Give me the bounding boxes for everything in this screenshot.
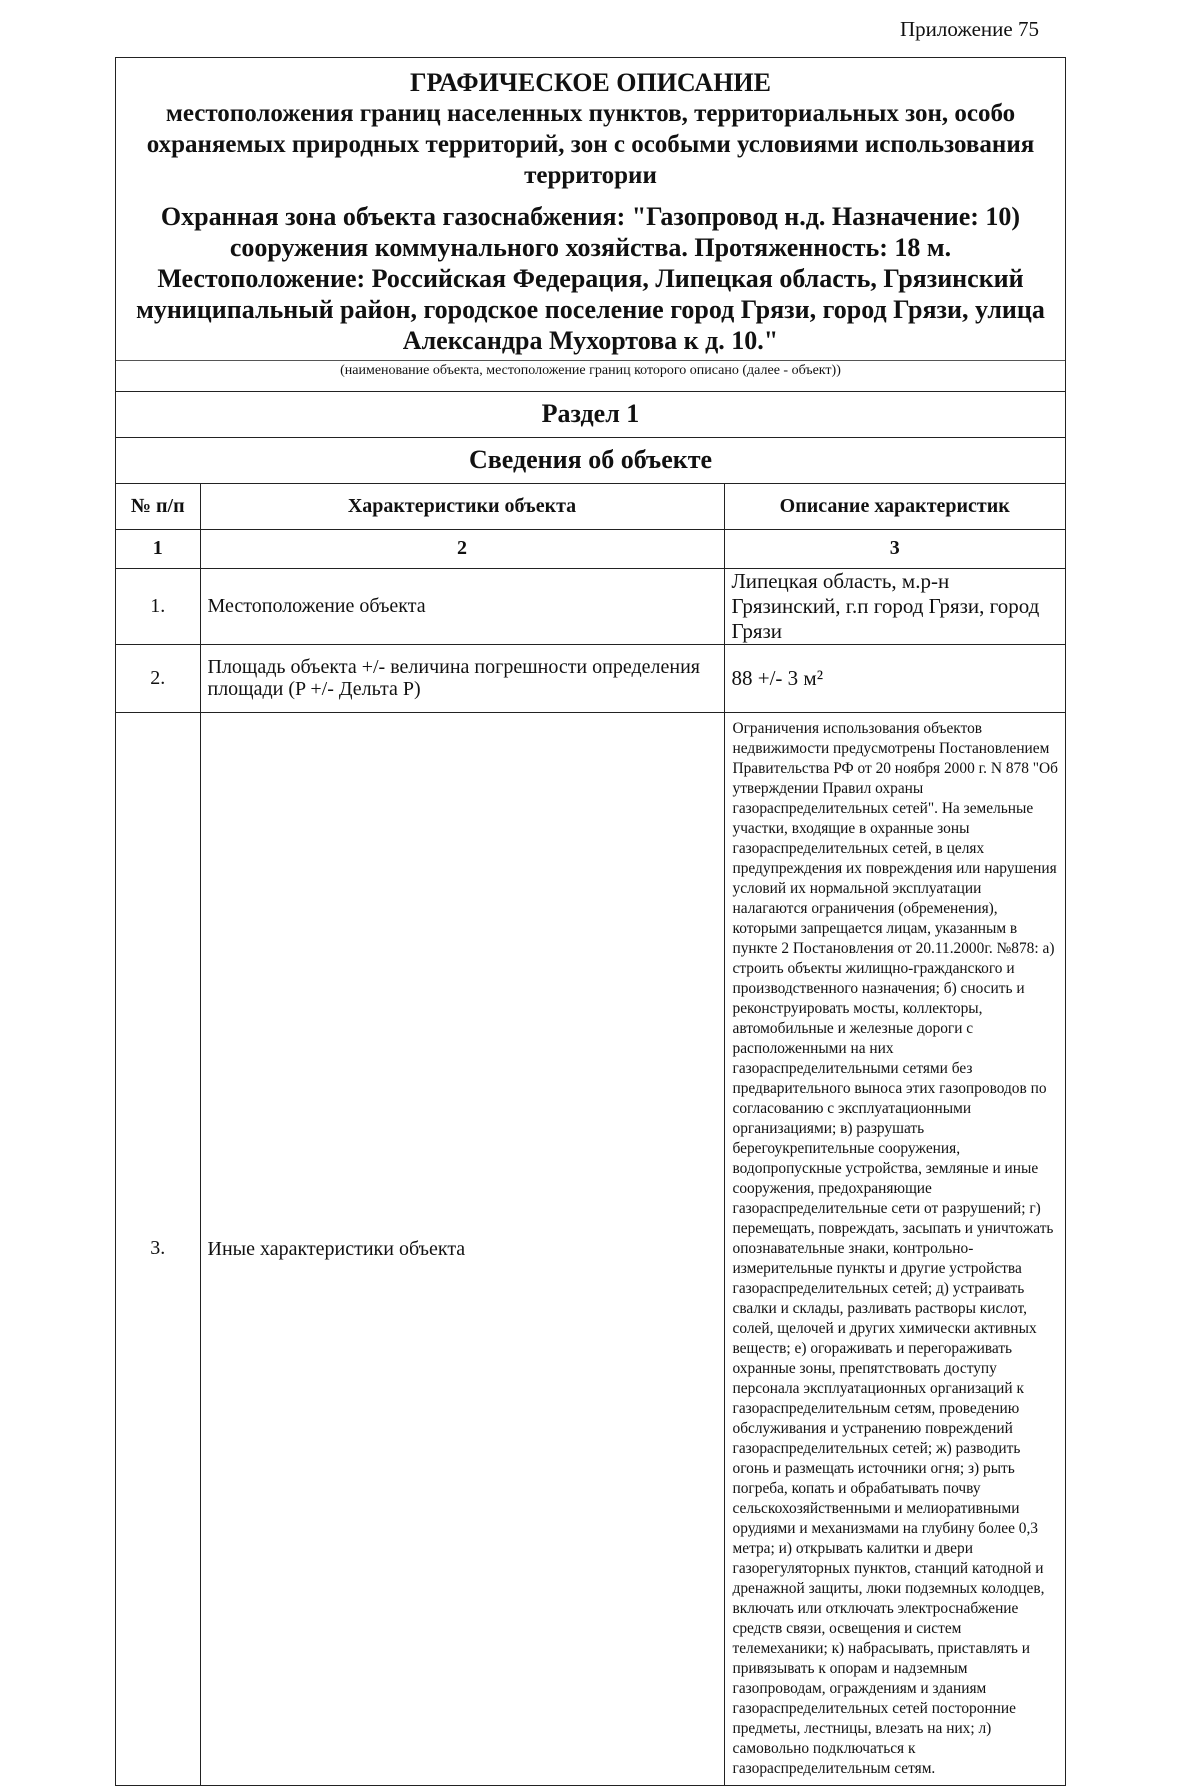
column-number: 3: [724, 529, 1065, 568]
row-number: 2.: [116, 644, 200, 712]
column-number-row: [116, 529, 1065, 568]
header-cell-characteristic: Характеристики объекта: [200, 484, 724, 529]
header-cell-description: Описание характеристик: [724, 484, 1065, 529]
section-title: Раздел 1: [116, 392, 1065, 438]
table-row: [116, 568, 1065, 644]
row-characteristic: Иные характеристики объекта: [200, 712, 724, 1785]
row-characteristic: Площадь объекта +/- величина погрешности определения площади (P +/- Дельта P): [200, 644, 724, 712]
row-description: Ограничения использования объектов недвижимости предусмотрены Постановлением Правительства РФ от 20 ноября 2000 г. N 878 "Об утверждении Правил охраны газораспределительных сетей". На земельные участки, входящие в охранные зоны газораспределительных сетей, в целях предупреждения их повреждения или нарушения условий их нормальной эксплуатации налагаются ограничения (обременения), которыми запрещается лицам, указанным в пункте 2 Постановления от 20.11.2000г. №878: а) строить объекты жилищно-гражданского и производственного назначения; б) сносить и реконструировать мосты, коллекторы, автомобильные и железные дороги с расположенными на них газораспределительными сетями без предварительного выноса этих газопроводов по согласованию с эксплуатационными организациями; в) разрушать берегоукрепительные сооружения, водопропускные устройства, земляные и иные сооружения, предохраняющие газораспределительные сети от разрушений; г) перемещать, повреждать, засыпать и уничтожать опознавательные знаки, контрольно-измерительные пункты и другие устройства газораспределительных сетей; д) устраивать свалки и склады, разливать растворы кислот, солей, щелочей и других химически активных веществ; е) огораживать и перегораживать охранные зоны, препятствовать доступу персонала эксплуатационных организаций к газораспределительным сетям, проведению обслуживания и устранению повреждений газораспределительных сетей; ж) разводить огонь и размещать источники огня; з) рыть погреба, копать и обрабатывать почву сельскохозяйственными и мелиоративными орудиями и механизмами на глубину более 0,3 метра; и) открывать калитки и двери газорегуляторных пунктов, станций катодной и дренажной защиты, люки подземных колодцев, включать или отключать электроснабжение средств связи, освещения и систем телемеханики; к) набрасывать, приставлять и привязывать к опорам и надземным газопроводам, ограждениям и зданиям газораспределительных сетей посторонние предметы, лестницы, влезать на них; л) самовольно подключаться к газораспределительным сетям.: [724, 712, 1065, 1785]
object-name: Охранная зона объекта газоснабжения: "Газопровод н.д. Назначение: 10) сооружения коммунального хозяйства. Протяженность: 18 м. Местоположение: Российская Федерация, Липецкая область, Грязинский муниципальный район, городское поселение город Грязи, город Грязи, улица Александра Мухортова к д. 10.": [136, 202, 1045, 355]
header-cell-number: № п/п: [116, 484, 200, 529]
column-number: 2: [200, 529, 724, 568]
column-number: 1: [116, 529, 200, 568]
characteristics-table: [116, 484, 1065, 1785]
row-number: 1.: [116, 568, 200, 644]
document-sheet: [115, 57, 1066, 1786]
row-description: Липецкая область, м.р-н Грязинский, г.п город Грязи, город Грязи: [724, 568, 1065, 644]
table-header-row: [116, 484, 1065, 529]
document-title: ГРАФИЧЕСКОЕ ОПИСАНИЕ: [410, 68, 771, 97]
table-row: [116, 712, 1065, 1785]
document-subtitle: местоположения границ населенных пунктов, территориальных зон, особо охраняемых природных территорий, зон с особыми условиями использования территории: [146, 100, 1035, 189]
section-subtitle: Сведения об объекте: [116, 438, 1065, 484]
row-number: 3.: [116, 712, 200, 1785]
appendix-label: Приложение 75: [900, 17, 1039, 41]
table-row: [116, 644, 1065, 712]
row-characteristic: Местоположение объекта: [200, 568, 724, 644]
document-header: [116, 58, 1065, 360]
row-description: 88 +/- 3 м²: [724, 644, 1065, 712]
object-name-caption: (наименование объекта, местоположение границ которого описано (далее - объект)): [116, 360, 1065, 392]
